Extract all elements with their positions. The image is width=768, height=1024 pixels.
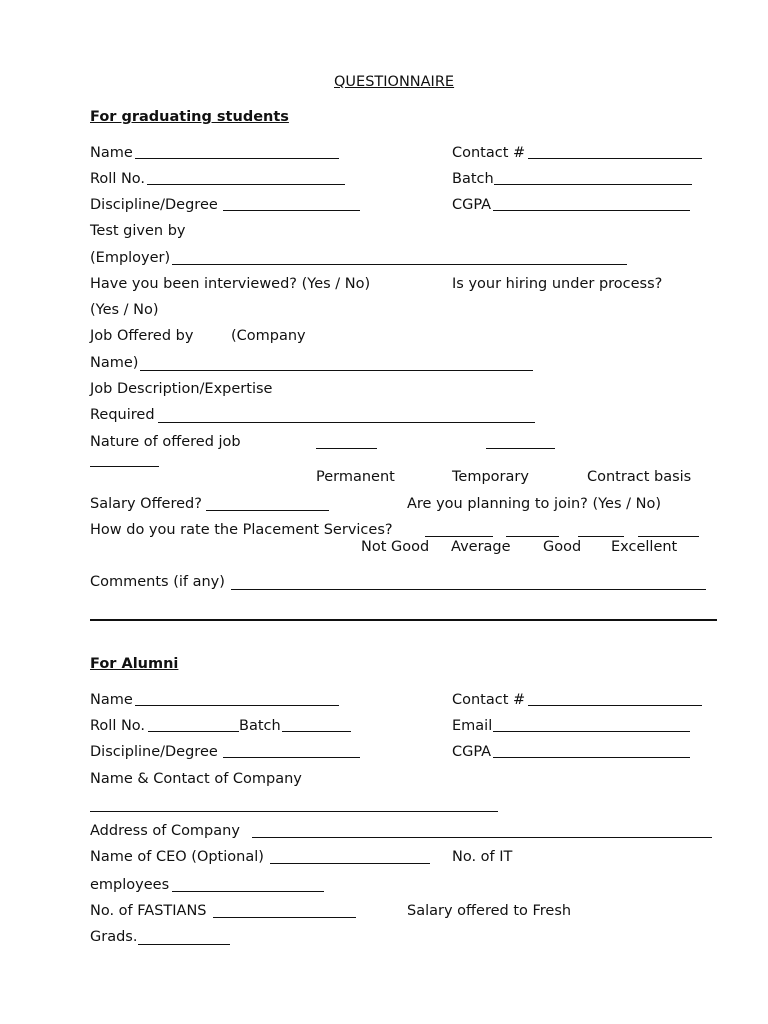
hiring-question: Is your hiring under process? [452, 276, 663, 292]
student-name-field[interactable] [135, 158, 339, 159]
nature-of-job-label: Nature of offered job [90, 434, 241, 450]
employees-label: employees [90, 877, 170, 893]
student-roll-label: Roll No. [90, 171, 146, 187]
rating-good: Good [543, 539, 582, 555]
employer-field[interactable] [172, 264, 627, 265]
alumni-contact-label: Contact # [452, 692, 526, 708]
alumni-roll-label: Roll No. [90, 718, 146, 734]
student-batch-label: Batch [452, 171, 494, 187]
alumni-discipline-field[interactable] [223, 757, 360, 758]
alumni-batch-label: Batch [239, 718, 281, 734]
rate-good-blank[interactable] [578, 536, 624, 537]
company-contact-field[interactable] [90, 811, 498, 812]
rate-question: How do you rate the Placement Services? [90, 522, 393, 538]
fastians-field[interactable] [213, 917, 356, 918]
required-label: Required [90, 407, 155, 423]
page-title: QUESTIONNAIRE [334, 74, 455, 90]
job-description-field[interactable] [158, 422, 535, 423]
salary-fresh-field[interactable] [138, 944, 230, 945]
rating-average: Average [451, 539, 511, 555]
alumni-name-label: Name [90, 692, 133, 708]
section-divider [90, 619, 717, 621]
comments-label: Comments (if any) [90, 574, 225, 590]
student-discipline-label: Discipline/Degree [90, 197, 218, 213]
rating-excellent: Excellent [611, 539, 678, 555]
alumni-roll-field[interactable] [148, 731, 239, 732]
option-permanent: Permanent [316, 469, 395, 485]
permanent-blank[interactable] [316, 448, 377, 449]
student-roll-field[interactable] [147, 184, 345, 185]
it-employees-field[interactable] [172, 891, 324, 892]
alumni-heading: For Alumni [90, 656, 179, 672]
option-temporary: Temporary [452, 469, 529, 485]
student-discipline-field[interactable] [223, 210, 360, 211]
alumni-contact-field[interactable] [528, 705, 702, 706]
company-name-label: Name) [90, 355, 139, 371]
alumni-email-field[interactable] [493, 731, 690, 732]
salary-fresh-label: Salary offered to Fresh [407, 903, 572, 919]
student-batch-field[interactable] [494, 184, 692, 185]
student-contact-field[interactable] [528, 158, 702, 159]
temporary-blank[interactable] [486, 448, 555, 449]
job-offered-by-label: Job Offered by [90, 328, 194, 344]
rate-average-blank[interactable] [506, 536, 559, 537]
company-address-field[interactable] [252, 837, 712, 838]
students-heading: For graduating students [90, 109, 289, 125]
ceo-name-label: Name of CEO (Optional) [90, 849, 264, 865]
student-name-label: Name [90, 145, 133, 161]
fastians-label: No. of FASTIANS [90, 903, 207, 919]
option-contract: Contract basis [587, 469, 692, 485]
rate-excellent-blank[interactable] [638, 536, 699, 537]
planning-question: Are you planning to join? (Yes / No) [407, 496, 662, 512]
alumni-batch-field[interactable] [282, 731, 351, 732]
salary-offered-field[interactable] [206, 510, 329, 511]
student-cgpa-field[interactable] [493, 210, 690, 211]
interviewed-question: Have you been interviewed? (Yes / No) [90, 276, 371, 292]
salary-offered-label: Salary Offered? [90, 496, 202, 512]
comments-field[interactable] [231, 589, 706, 590]
job-description-label: Job Description/Expertise [90, 381, 273, 397]
alumni-email-label: Email [452, 718, 493, 734]
no-of-it-label: No. of IT [452, 849, 513, 865]
company-address-label: Address of Company [90, 823, 240, 839]
test-given-by-label: Test given by [90, 223, 186, 239]
rating-not-good: Not Good [361, 539, 430, 555]
alumni-cgpa-label: CGPA [452, 744, 492, 760]
hiring-yes-no: (Yes / No) [90, 302, 159, 318]
company-contact-label: Name & Contact of Company [90, 771, 302, 787]
alumni-cgpa-field[interactable] [493, 757, 690, 758]
ceo-name-field[interactable] [270, 863, 430, 864]
student-contact-label: Contact # [452, 145, 526, 161]
alumni-name-field[interactable] [135, 705, 339, 706]
rate-not-good-blank[interactable] [425, 536, 493, 537]
company-name-field[interactable] [140, 370, 533, 371]
company-label: (Company [231, 328, 306, 344]
alumni-discipline-label: Discipline/Degree [90, 744, 218, 760]
grads-label: Grads. [90, 929, 138, 945]
student-cgpa-label: CGPA [452, 197, 492, 213]
employer-label: (Employer) [90, 250, 171, 266]
contract-blank[interactable] [90, 466, 159, 467]
